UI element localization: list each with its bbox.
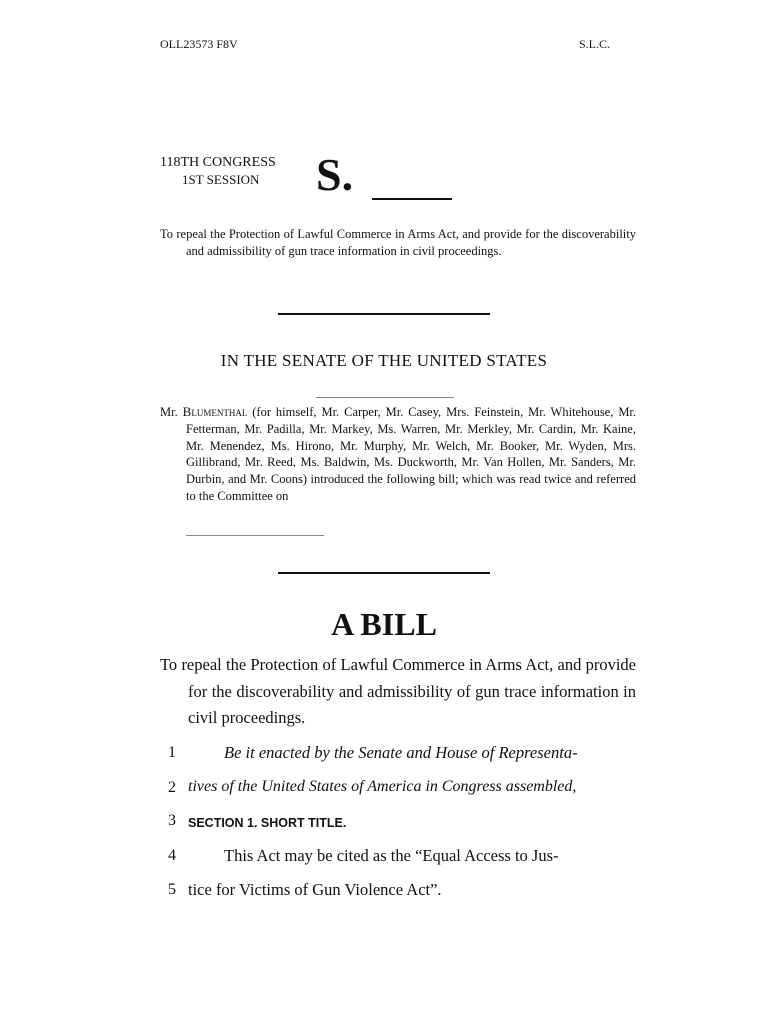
sponsors-text: (for himself, Mr. Carper, Mr. Casey, Mrs. Feinstein, Mr. Whitehouse, Mr. Fetterman, Mr. Padilla, Mr. Markey, Ms. Warren, Mr. Merkley, Mr. Cardin, Mr. Kaine, Mr. Menendez, Ms. Hirono, Mr. Murphy, Mr. Welch, Mr. Booker, Mr. Wyden, Mrs. Gillibrand, Mr. Reed, Ms. Baldwin, Ms. Duckworth, Mr. Van Hollen, Mr. Sanders, Mr. Durbin, and Mr. Coons) introduced the following bill; which was read twice and referred to the Committee on: [186, 405, 637, 503]
line-number: 3: [168, 812, 176, 829]
sponsor-lead-name: Blumenthal: [182, 404, 248, 419]
congress-number: 118TH CONGRESS: [160, 155, 276, 170]
chamber-heading: IN THE SENATE OF THE UNITED STATES: [220, 351, 548, 370]
document-id: OLL23573 F8V: [160, 37, 238, 51]
line-number: 2: [168, 779, 176, 796]
enacting-clause-cont: tives of the United States of America in Congress assembled,: [188, 778, 577, 795]
thin-divider: [316, 397, 454, 398]
long-title: To repeal the Protection of Lawful Commerce in Arms Act, and provide for the discoverability and admissibility of gun trace information in civil proceedings.: [160, 655, 636, 727]
bill-number-blank: [372, 198, 452, 200]
divider-rule: [278, 572, 490, 574]
divider-rule: [278, 313, 490, 315]
line-number: 1: [168, 744, 176, 761]
enacting-clause: Be it enacted by the Senate and House of Representa-: [224, 743, 578, 762]
section-text-cont: tice for Victims of Gun Violence Act”.: [188, 880, 442, 899]
line-number: 4: [168, 847, 176, 864]
bill-heading: A BILL: [331, 606, 437, 642]
short-description: To repeal the Protection of Lawful Commerce in Arms Act, and provide for the discoverability and admissibility of gun trace information in civil proceedings.: [160, 227, 636, 258]
bill-prefix: S.: [316, 149, 354, 200]
sponsor-title: Mr.: [160, 405, 178, 419]
session-label: 1ST SESSION: [182, 172, 260, 187]
committee-blank: [186, 535, 324, 536]
slc-label: S.L.C.: [578, 37, 610, 51]
section-text: This Act may be cited as the “Equal Access to Jus-: [224, 846, 559, 865]
line-number: 5: [168, 881, 176, 898]
sponsors-paragraph: [160, 404, 636, 505]
section-heading: SECTION 1. SHORT TITLE.: [188, 816, 347, 830]
